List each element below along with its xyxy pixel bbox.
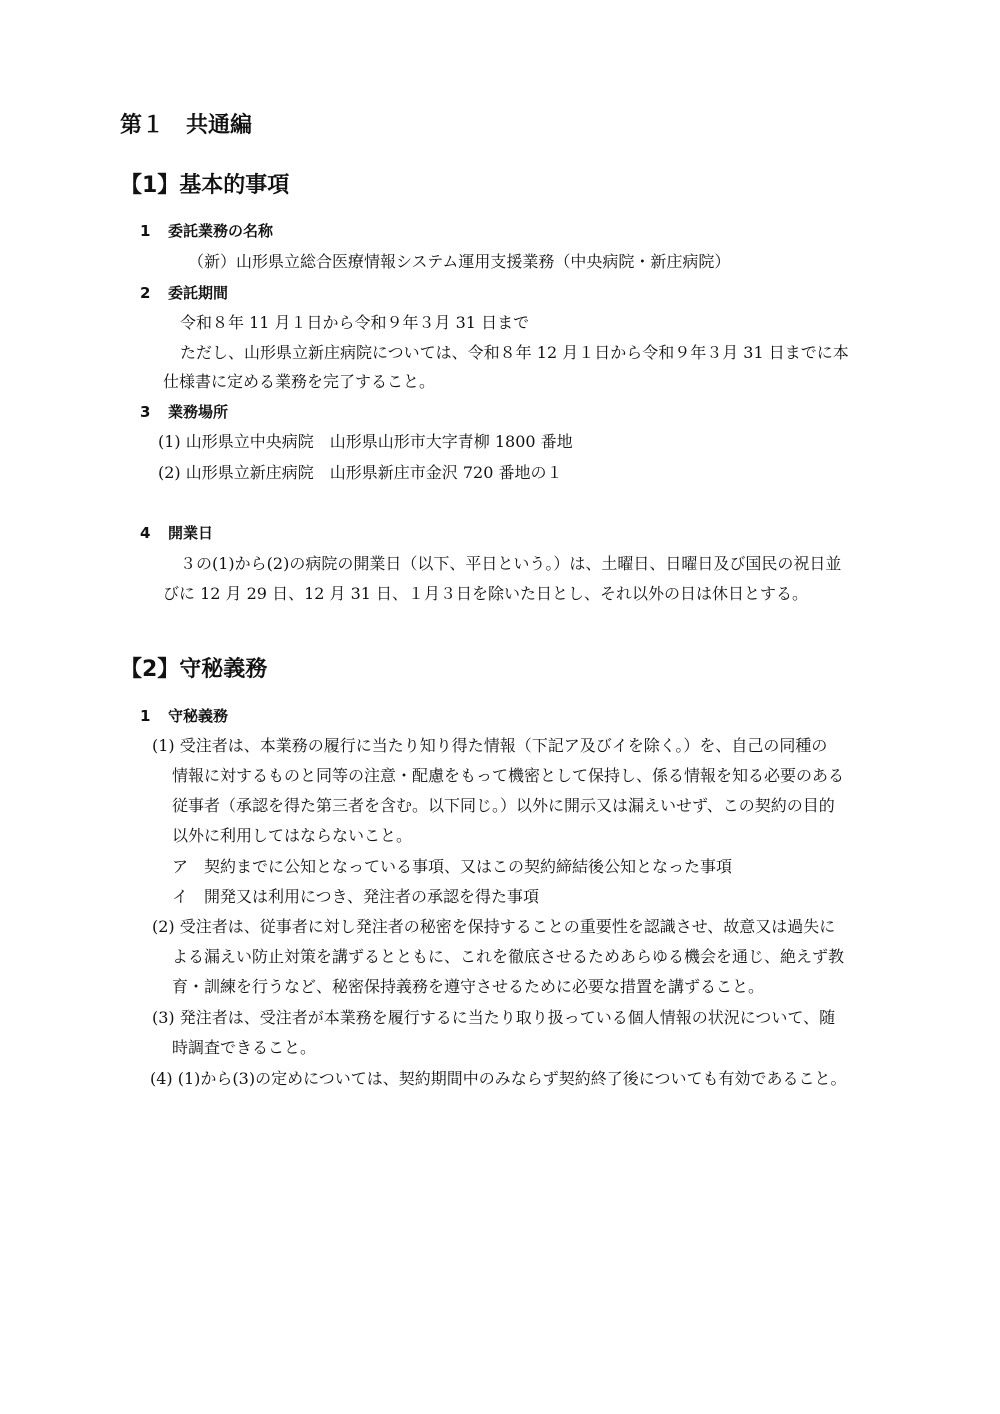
paragraph-line: 情報に対するものと同等の注意・配慮をもって機密として保持し、係る情報を知る必要のある bbox=[172, 766, 845, 785]
list-item: (1) 山形県立中央病院 山形県山形市大字青柳 1800 番地 bbox=[158, 432, 573, 451]
list-item: (4) (1)から(3)の定めについては、契約期間中のみならず契約終了後についても有効であること。 bbox=[150, 1069, 847, 1088]
paragraph-line: （新）山形県立総合医療情報システム運用支援業務（中央病院・新庄病院） bbox=[188, 252, 731, 271]
chapter-title: 第１ 共通編 bbox=[120, 113, 253, 138]
paragraph-line: ただし、山形県立新庄病院については、令和８年 12 月１日から令和９年３月 31 日までに本 bbox=[180, 343, 849, 362]
paragraph-line: 仕様書に定める業務を完了すること。 bbox=[163, 372, 436, 391]
list-item: (3) 発注者は、受注者が本業務を履行するに当たり取り扱っている個人情報の状況について、随 bbox=[152, 1008, 836, 1027]
item-title: 開業日 bbox=[168, 524, 214, 542]
list-item: (1) 受注者は、本業務の履行に当たり知り得た情報（下記ア及びイを除く。）を、自己の同種の bbox=[152, 736, 828, 755]
item-title: 守秘義務 bbox=[168, 707, 229, 725]
item-title: 委託業務の名称 bbox=[168, 222, 274, 240]
sub-list-item: イ 開発又は利用につき、発注者の承認を得た事項 bbox=[172, 887, 540, 906]
item-number: 1 bbox=[140, 222, 151, 240]
item-heading bbox=[140, 523, 213, 543]
item-title: 委託期間 bbox=[168, 284, 229, 302]
paragraph-line: びに 12 月 29 日、12 月 31 日、１月３日を除いた日とし、それ以外の日は休日とする。 bbox=[163, 584, 809, 603]
item-number: 4 bbox=[140, 524, 151, 542]
paragraph-line: 育・訓練を行うなど、秘密保持義務を遵守させるために必要な措置を講ずること。 bbox=[172, 977, 765, 996]
item-heading bbox=[140, 283, 228, 303]
item-number: 1 bbox=[140, 707, 151, 725]
sub-list-item: ア 契約までに公知となっている事項、又はこの契約締結後公知となった事項 bbox=[172, 857, 733, 876]
list-item: (2) 山形県立新庄病院 山形県新庄市金沢 720 番地の１ bbox=[158, 463, 563, 482]
section-heading-basic: 【1】基本的事項 bbox=[120, 173, 290, 198]
item-heading bbox=[140, 402, 228, 422]
list-item: (2) 受注者は、従事者に対し発注者の秘密を保持することの重要性を認識させ、故意又は過失に bbox=[152, 917, 836, 936]
paragraph-line: 令和８年 11 月１日から令和９年３月 31 日まで bbox=[180, 313, 530, 332]
item-heading bbox=[140, 706, 228, 726]
item-title: 業務場所 bbox=[168, 403, 229, 421]
item-heading bbox=[140, 221, 273, 241]
paragraph-line: 以外に利用してはならないこと。 bbox=[172, 826, 413, 845]
paragraph-line: よる漏えい防止対策を講ずるとともに、これを徹底させるためあらゆる機会を通じ、絶えず教 bbox=[172, 947, 845, 966]
paragraph-line: ３の(1)から(2)の病院の開業日（以下、平日という。）は、土曜日、日曜日及び国民の祝日並 bbox=[180, 554, 842, 573]
item-number: 2 bbox=[140, 284, 151, 302]
paragraph-line: 従事者（承認を得た第三者を含む。以下同じ。）以外に開示又は漏えいせず、この契約の目的 bbox=[172, 796, 835, 815]
item-number: 3 bbox=[140, 403, 151, 421]
paragraph-line: 時調査できること。 bbox=[172, 1038, 317, 1057]
section-heading-confidentiality: 【2】守秘義務 bbox=[120, 657, 268, 682]
